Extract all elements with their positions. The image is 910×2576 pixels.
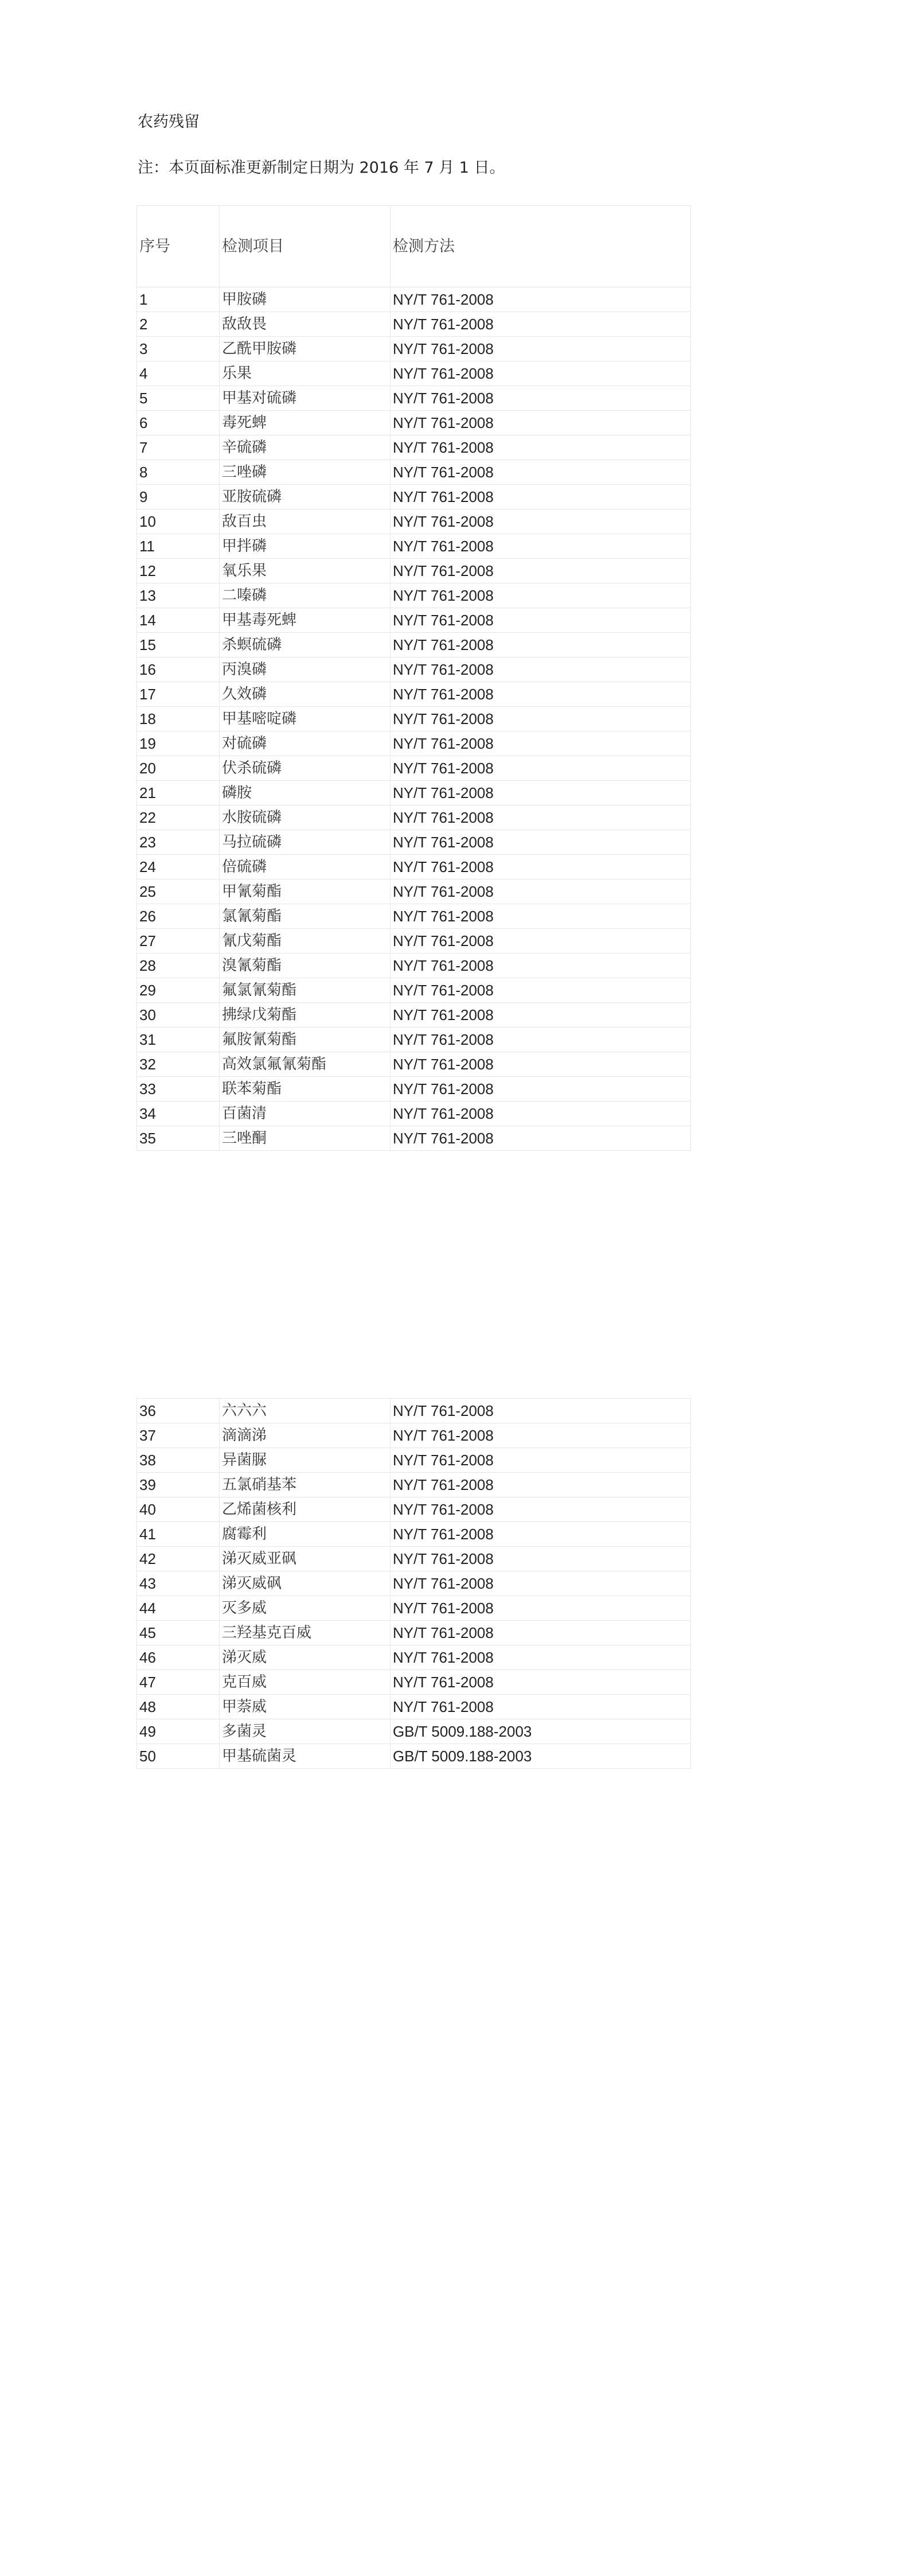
table-row — [137, 559, 691, 583]
serial-number-cell: 25 — [137, 880, 220, 904]
test-item-cell: 亚胺硫磷 — [220, 485, 390, 509]
test-item-cell: 灭多威 — [220, 1596, 390, 1621]
serial-number-cell: 12 — [137, 559, 220, 583]
serial-number-cell: 14 — [137, 608, 220, 633]
serial-number-cell: 2 — [137, 312, 220, 337]
table-row — [137, 1522, 691, 1547]
test-method-cell: NY/T 761-2008 — [390, 608, 691, 633]
test-item-cell: 滴滴涕 — [220, 1423, 390, 1448]
serial-number-cell: 22 — [137, 806, 220, 830]
table-row — [137, 781, 691, 806]
table-row — [137, 1126, 691, 1151]
test-item-cell: 氯氰菊酯 — [220, 904, 390, 929]
test-method-cell: NY/T 761-2008 — [390, 880, 691, 904]
serial-number-cell: 32 — [137, 1052, 220, 1077]
test-method-cell: NY/T 761-2008 — [390, 583, 691, 608]
test-method-cell: NY/T 761-2008 — [390, 1670, 691, 1695]
table-row — [137, 1028, 691, 1052]
test-method-cell: NY/T 761-2008 — [390, 386, 691, 411]
table-row — [137, 1077, 691, 1102]
test-method-cell: NY/T 761-2008 — [390, 559, 691, 583]
test-item-cell: 水胺硫磷 — [220, 806, 390, 830]
test-item-cell: 甲基硫菌灵 — [220, 1744, 390, 1769]
table-row — [137, 756, 691, 781]
test-method-cell: GB/T 5009.188-2003 — [390, 1719, 691, 1744]
table-row — [137, 1399, 691, 1423]
test-method-cell: NY/T 761-2008 — [390, 1077, 691, 1102]
table-row — [137, 435, 691, 460]
table-row — [137, 682, 691, 707]
table-row — [137, 1670, 691, 1695]
serial-number-cell: 20 — [137, 756, 220, 781]
test-method-cell: NY/T 761-2008 — [390, 633, 691, 657]
test-item-cell: 甲氰菊酯 — [220, 880, 390, 904]
test-method-cell: NY/T 761-2008 — [390, 1028, 691, 1052]
test-method-cell: GB/T 5009.188-2003 — [390, 1744, 691, 1769]
test-method-cell: NY/T 761-2008 — [390, 731, 691, 756]
header-test-item: 检测项目 — [220, 206, 390, 287]
serial-number-cell: 35 — [137, 1126, 220, 1151]
serial-number-cell: 28 — [137, 954, 220, 978]
serial-number-cell: 5 — [137, 386, 220, 411]
test-item-cell: 六六六 — [220, 1399, 390, 1423]
test-method-cell: NY/T 761-2008 — [390, 411, 691, 435]
serial-number-cell: 16 — [137, 657, 220, 682]
serial-number-cell: 27 — [137, 929, 220, 954]
test-method-cell: NY/T 761-2008 — [390, 781, 691, 806]
serial-number-cell: 47 — [137, 1670, 220, 1695]
serial-number-cell: 6 — [137, 411, 220, 435]
test-method-cell: NY/T 761-2008 — [390, 1596, 691, 1621]
serial-number-cell: 45 — [137, 1621, 220, 1645]
test-item-cell: 杀螟硫磷 — [220, 633, 390, 657]
test-method-cell: NY/T 761-2008 — [390, 435, 691, 460]
test-item-cell: 甲胺磷 — [220, 287, 390, 312]
test-item-cell: 氰戊菊酯 — [220, 929, 390, 954]
test-item-cell: 氧乐果 — [220, 559, 390, 583]
table-row — [137, 485, 691, 509]
header-test-method: 检测方法 — [390, 206, 691, 287]
table-row — [137, 1448, 691, 1473]
test-method-cell: NY/T 761-2008 — [390, 855, 691, 880]
pesticide-table-page-1 — [136, 205, 691, 1151]
serial-number-cell: 13 — [137, 583, 220, 608]
test-item-cell: 乙酰甲胺磷 — [220, 337, 390, 361]
test-method-cell: NY/T 761-2008 — [390, 312, 691, 337]
test-method-cell: NY/T 761-2008 — [390, 954, 691, 978]
table-row — [137, 1052, 691, 1077]
table-row — [137, 608, 691, 633]
table-row — [137, 1719, 691, 1744]
table-row — [137, 806, 691, 830]
serial-number-cell: 49 — [137, 1719, 220, 1744]
serial-number-cell: 23 — [137, 830, 220, 855]
table-row — [137, 1695, 691, 1719]
table-row — [137, 411, 691, 435]
serial-number-cell: 29 — [137, 978, 220, 1003]
table-row — [137, 1744, 691, 1769]
test-method-cell: NY/T 761-2008 — [390, 756, 691, 781]
table-row — [137, 731, 691, 756]
serial-number-cell: 18 — [137, 707, 220, 731]
serial-number-cell: 19 — [137, 731, 220, 756]
test-method-cell: NY/T 761-2008 — [390, 657, 691, 682]
test-item-cell: 对硫磷 — [220, 731, 390, 756]
test-method-cell: NY/T 761-2008 — [390, 1052, 691, 1077]
table-row — [137, 904, 691, 929]
test-method-cell: NY/T 761-2008 — [390, 1102, 691, 1126]
table-row — [137, 1547, 691, 1571]
test-item-cell: 甲萘威 — [220, 1695, 390, 1719]
test-method-cell: NY/T 761-2008 — [390, 1571, 691, 1596]
test-item-cell: 甲拌磷 — [220, 534, 390, 559]
test-method-cell: NY/T 761-2008 — [390, 1448, 691, 1473]
table-row — [137, 460, 691, 485]
serial-number-cell: 30 — [137, 1003, 220, 1028]
test-item-cell: 二嗪磷 — [220, 583, 390, 608]
test-method-cell: NY/T 761-2008 — [390, 287, 691, 312]
serial-number-cell: 15 — [137, 633, 220, 657]
table-row — [137, 337, 691, 361]
table-row — [137, 1102, 691, 1126]
test-item-cell: 乐果 — [220, 361, 390, 386]
serial-number-cell: 21 — [137, 781, 220, 806]
test-method-cell: NY/T 761-2008 — [390, 1621, 691, 1645]
serial-number-cell: 36 — [137, 1399, 220, 1423]
test-item-cell: 五氯硝基苯 — [220, 1473, 390, 1497]
table-row — [137, 1003, 691, 1028]
serial-number-cell: 43 — [137, 1571, 220, 1596]
test-method-cell: NY/T 761-2008 — [390, 929, 691, 954]
table-header-row — [137, 206, 691, 287]
test-method-cell: NY/T 761-2008 — [390, 904, 691, 929]
serial-number-cell: 34 — [137, 1102, 220, 1126]
test-item-cell: 涕灭威砜 — [220, 1571, 390, 1596]
test-item-cell: 倍硫磷 — [220, 855, 390, 880]
test-item-cell: 拂绿戊菊酯 — [220, 1003, 390, 1028]
test-method-cell: NY/T 761-2008 — [390, 1423, 691, 1448]
table-row — [137, 583, 691, 608]
test-method-cell: NY/T 761-2008 — [390, 1497, 691, 1522]
test-method-cell: NY/T 761-2008 — [390, 806, 691, 830]
test-method-cell: NY/T 761-2008 — [390, 1522, 691, 1547]
test-item-cell: 马拉硫磷 — [220, 830, 390, 855]
serial-number-cell: 9 — [137, 485, 220, 509]
test-method-cell: NY/T 761-2008 — [390, 682, 691, 707]
test-item-cell: 多菌灵 — [220, 1719, 390, 1744]
test-item-cell: 三唑酮 — [220, 1126, 390, 1151]
test-method-cell: NY/T 761-2008 — [390, 1003, 691, 1028]
test-method-cell: NY/T 761-2008 — [390, 978, 691, 1003]
test-item-cell: 三羟基克百威 — [220, 1621, 390, 1645]
test-item-cell: 毒死蜱 — [220, 411, 390, 435]
serial-number-cell: 8 — [137, 460, 220, 485]
serial-number-cell: 26 — [137, 904, 220, 929]
table-row — [137, 1473, 691, 1497]
test-method-cell: NY/T 761-2008 — [390, 509, 691, 534]
test-item-cell: 高效氯氟氰菊酯 — [220, 1052, 390, 1077]
test-method-cell: NY/T 761-2008 — [390, 460, 691, 485]
serial-number-cell: 39 — [137, 1473, 220, 1497]
test-item-cell: 涕灭威 — [220, 1645, 390, 1670]
document-title: 农药残留 — [138, 113, 200, 131]
update-date-note: 注：本页面标准更新制定日期为 2016 年 7 月 1 日。 — [138, 159, 505, 177]
test-item-cell: 敌敌畏 — [220, 312, 390, 337]
test-item-cell: 异菌脲 — [220, 1448, 390, 1473]
test-item-cell: 涕灭威亚砜 — [220, 1547, 390, 1571]
test-item-cell: 乙烯菌核利 — [220, 1497, 390, 1522]
table-row — [137, 929, 691, 954]
serial-number-cell: 17 — [137, 682, 220, 707]
serial-number-cell: 33 — [137, 1077, 220, 1102]
test-item-cell: 伏杀硫磷 — [220, 756, 390, 781]
test-method-cell: NY/T 761-2008 — [390, 1695, 691, 1719]
test-item-cell: 三唑磷 — [220, 460, 390, 485]
serial-number-cell: 3 — [137, 337, 220, 361]
header-serial-number: 序号 — [137, 206, 220, 287]
test-method-cell: NY/T 761-2008 — [390, 337, 691, 361]
table-row — [137, 386, 691, 411]
test-item-cell: 辛硫磷 — [220, 435, 390, 460]
table-row — [137, 1596, 691, 1621]
serial-number-cell: 7 — [137, 435, 220, 460]
table-row — [137, 312, 691, 337]
test-method-cell: NY/T 761-2008 — [390, 707, 691, 731]
table-row — [137, 1645, 691, 1670]
test-method-cell: NY/T 761-2008 — [390, 361, 691, 386]
test-item-cell: 甲基毒死蜱 — [220, 608, 390, 633]
table-row — [137, 978, 691, 1003]
serial-number-cell: 37 — [137, 1423, 220, 1448]
table-row — [137, 509, 691, 534]
test-item-cell: 氟氯氰菊酯 — [220, 978, 390, 1003]
serial-number-cell: 48 — [137, 1695, 220, 1719]
table-row — [137, 287, 691, 312]
table-row — [137, 361, 691, 386]
table-row — [137, 1497, 691, 1522]
serial-number-cell: 10 — [137, 509, 220, 534]
test-item-cell: 氟胺氰菊酯 — [220, 1028, 390, 1052]
table-row — [137, 880, 691, 904]
serial-number-cell: 1 — [137, 287, 220, 312]
test-item-cell: 久效磷 — [220, 682, 390, 707]
serial-number-cell: 31 — [137, 1028, 220, 1052]
test-item-cell: 甲基对硫磷 — [220, 386, 390, 411]
test-method-cell: NY/T 761-2008 — [390, 1126, 691, 1151]
test-item-cell: 腐霉利 — [220, 1522, 390, 1547]
serial-number-cell: 41 — [137, 1522, 220, 1547]
test-item-cell: 丙溴磷 — [220, 657, 390, 682]
serial-number-cell: 50 — [137, 1744, 220, 1769]
serial-number-cell: 46 — [137, 1645, 220, 1670]
test-item-cell: 敌百虫 — [220, 509, 390, 534]
serial-number-cell: 40 — [137, 1497, 220, 1522]
test-item-cell: 甲基嘧啶磷 — [220, 707, 390, 731]
test-item-cell: 溴氰菊酯 — [220, 954, 390, 978]
test-method-cell: NY/T 761-2008 — [390, 1399, 691, 1423]
serial-number-cell: 38 — [137, 1448, 220, 1473]
test-method-cell: NY/T 761-2008 — [390, 485, 691, 509]
serial-number-cell: 4 — [137, 361, 220, 386]
test-item-cell: 克百威 — [220, 1670, 390, 1695]
table-row — [137, 1621, 691, 1645]
test-item-cell: 磷胺 — [220, 781, 390, 806]
test-item-cell: 联苯菊酯 — [220, 1077, 390, 1102]
table-row — [137, 1571, 691, 1596]
test-method-cell: NY/T 761-2008 — [390, 830, 691, 855]
table-row — [137, 1423, 691, 1448]
serial-number-cell: 11 — [137, 534, 220, 559]
table-row — [137, 954, 691, 978]
test-method-cell: NY/T 761-2008 — [390, 1547, 691, 1571]
pesticide-table-page-2 — [136, 1398, 691, 1769]
serial-number-cell: 42 — [137, 1547, 220, 1571]
test-method-cell: NY/T 761-2008 — [390, 1645, 691, 1670]
test-method-cell: NY/T 761-2008 — [390, 534, 691, 559]
table-row — [137, 657, 691, 682]
table-row — [137, 855, 691, 880]
table-row — [137, 534, 691, 559]
test-method-cell: NY/T 761-2008 — [390, 1473, 691, 1497]
table-row — [137, 830, 691, 855]
serial-number-cell: 44 — [137, 1596, 220, 1621]
table-row — [137, 707, 691, 731]
test-item-cell: 百菌清 — [220, 1102, 390, 1126]
table-row — [137, 633, 691, 657]
serial-number-cell: 24 — [137, 855, 220, 880]
